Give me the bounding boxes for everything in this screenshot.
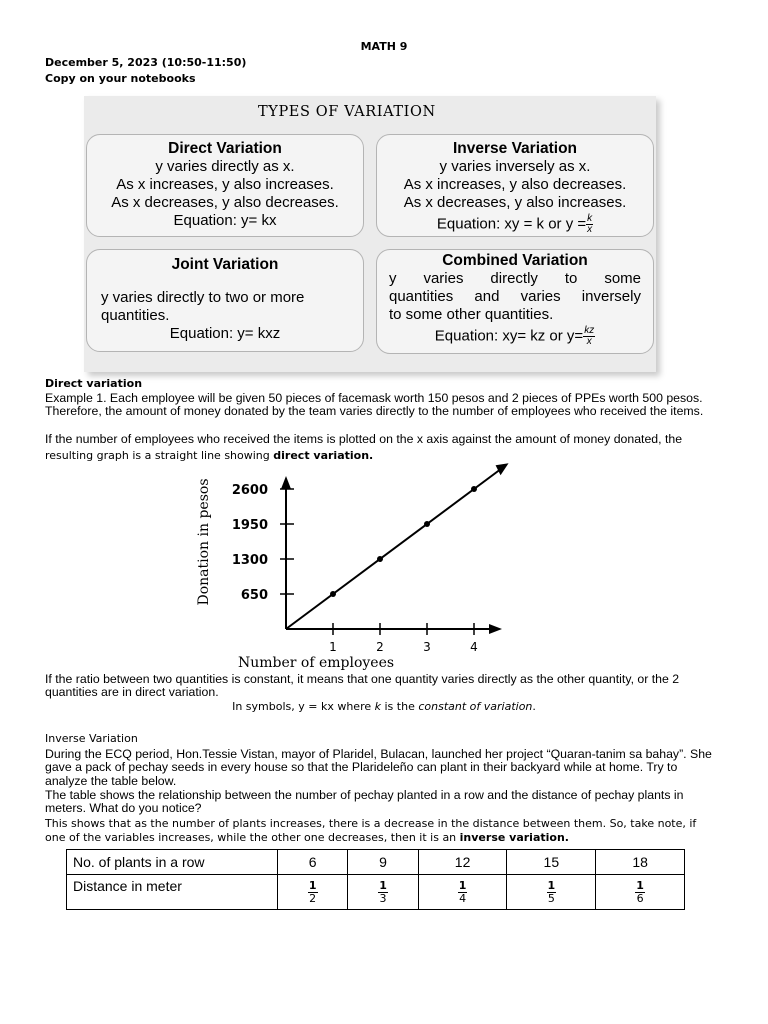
x-tick-label: 1 [329,640,337,654]
data-point [424,521,430,527]
direct-variation-heading: Direct variation [45,377,143,390]
example-paragraph: Example 1. Each employee will be given 50 pieces of facemask worth 150 pesos and 2 pieces of PPEs worth 500 pesos. Therefore, the amount of money donated by the team varies directly to the number of employees who received the items. [45,391,704,419]
x-tick-label: 2 [376,640,384,654]
symbols-line: In symbols, y = kx where k is the constant of variation. [232,700,536,713]
plants-cell: 15 [507,850,596,875]
direct-variation-chart [180,462,520,674]
y-axis-label: Donation in pesos [196,478,212,606]
distance-cell: $\frac{1}{4}$ [418,875,507,910]
plants-cell: 9 [348,850,418,875]
data-point [377,556,383,562]
inverse-variation-heading: Inverse Variation [45,732,138,745]
card-line: As x increases, y also decreases. [403,176,627,193]
inverse-conclusion: This shows that as the number of plants increases, there is a decrease in the distance between them. So, take note, if one of the variables increases, while the other one decreases, then it is an inverse variation. [45,817,697,844]
types-of-variation-figure [84,96,656,372]
ratio-paragraph: If the ratio between two quantities is constant, it means that one quantity varies directly as the other quantity, or the 2 quantities are in direct variation. [45,672,680,700]
plants-cell: 12 [418,850,507,875]
card-line: y varies directly to some [389,270,641,287]
card-line: y varies directly to two or more [101,289,305,306]
figure-title: TYPES OF VARIATION [258,104,436,120]
y-tick-label: 1300 [231,553,268,568]
data-point [471,486,477,492]
y-tick-label: 2600 [231,483,268,498]
card-equation [377,326,653,347]
instruction: Copy on your notebooks [45,72,196,85]
card-line: y varies inversely as x. [439,158,591,175]
plot-description: If the number of employees who received the items is plotted on the x axis against the amount of money donated, the [45,432,683,446]
x-tick-label: 4 [470,640,478,654]
equation-fraction: $\frac{k}{x}$ [587,213,593,235]
combined-variation-card [376,249,654,354]
card-line: quantities and varies inversely [389,288,641,305]
series-line [286,469,501,629]
distance-cell: $\frac{1}{2}$ [278,875,348,910]
series-arrow [496,463,509,475]
plants-cell: 6 [278,850,348,875]
graph-sentence: resulting graph is a straight line showing direct variation. [45,449,374,462]
direct-variation-card [86,134,364,237]
distance-cell: $\frac{1}{6}$ [596,875,685,910]
data-point [330,591,336,597]
x-axis-label: Number of employees [237,655,395,671]
card-line: quantities. [101,307,170,324]
card-line: As x decreases, y also increases. [403,194,627,211]
equation-text: Equation: xy = k or y = [436,215,587,233]
row-label: No. of plants in a row [67,850,278,875]
distance-cell: $\frac{1}{5}$ [507,875,596,910]
card-title: Combined Variation [442,252,588,269]
card-title: Direct Variation [168,140,282,157]
y-tick-label: 1950 [231,518,268,533]
x-axis-arrow [489,624,502,634]
ecq-paragraph: During the ECQ period, Hon.Tessie Vistan, mayor of Plaridel, Bulacan, launched her project “Quaran-tanim sa bahay”. She gave a pack of pechay seeds in every house so that the Plarideleño can plant in their backyard while at home. Try to analyze the table below. [45,747,712,788]
equation-text: Equation: xy= kz or y= [434,327,584,345]
distance-cell: $\frac{1}{3}$ [348,875,418,910]
card-line: y varies directly as x. [155,158,295,175]
plants-table [66,849,685,910]
card-line: As x increases, y also increases. [116,176,334,193]
card-equation: Equation: y= kx [173,212,277,229]
equation-fraction: $\frac{kz}{x}$ [584,325,595,347]
card-line: As x decreases, y also decreases. [111,194,339,211]
inverse-variation-card [376,134,654,237]
lesson-date: December 5, 2023 (10:50-11:50) [45,56,247,69]
table-row [67,875,685,910]
subject-title: MATH 9 [360,40,408,53]
table-description: The table shows the relationship between the number of pechay planted in a row and the distance of pechay plants in meters. What do you notice? [45,788,684,816]
x-tick-label: 3 [423,640,431,654]
card-title: Joint Variation [171,256,279,273]
table-row [67,850,685,875]
card-equation [377,214,653,235]
card-line: to some other quantities. [389,306,554,323]
plants-cell: 18 [596,850,685,875]
y-tick-label: 650 [240,588,268,603]
y-axis-arrow [281,476,291,489]
joint-variation-card [86,249,364,352]
card-title: Inverse Variation [452,140,578,157]
card-equation: Equation: y= kxz [169,325,281,342]
row-label: Distance in meter [67,875,278,910]
